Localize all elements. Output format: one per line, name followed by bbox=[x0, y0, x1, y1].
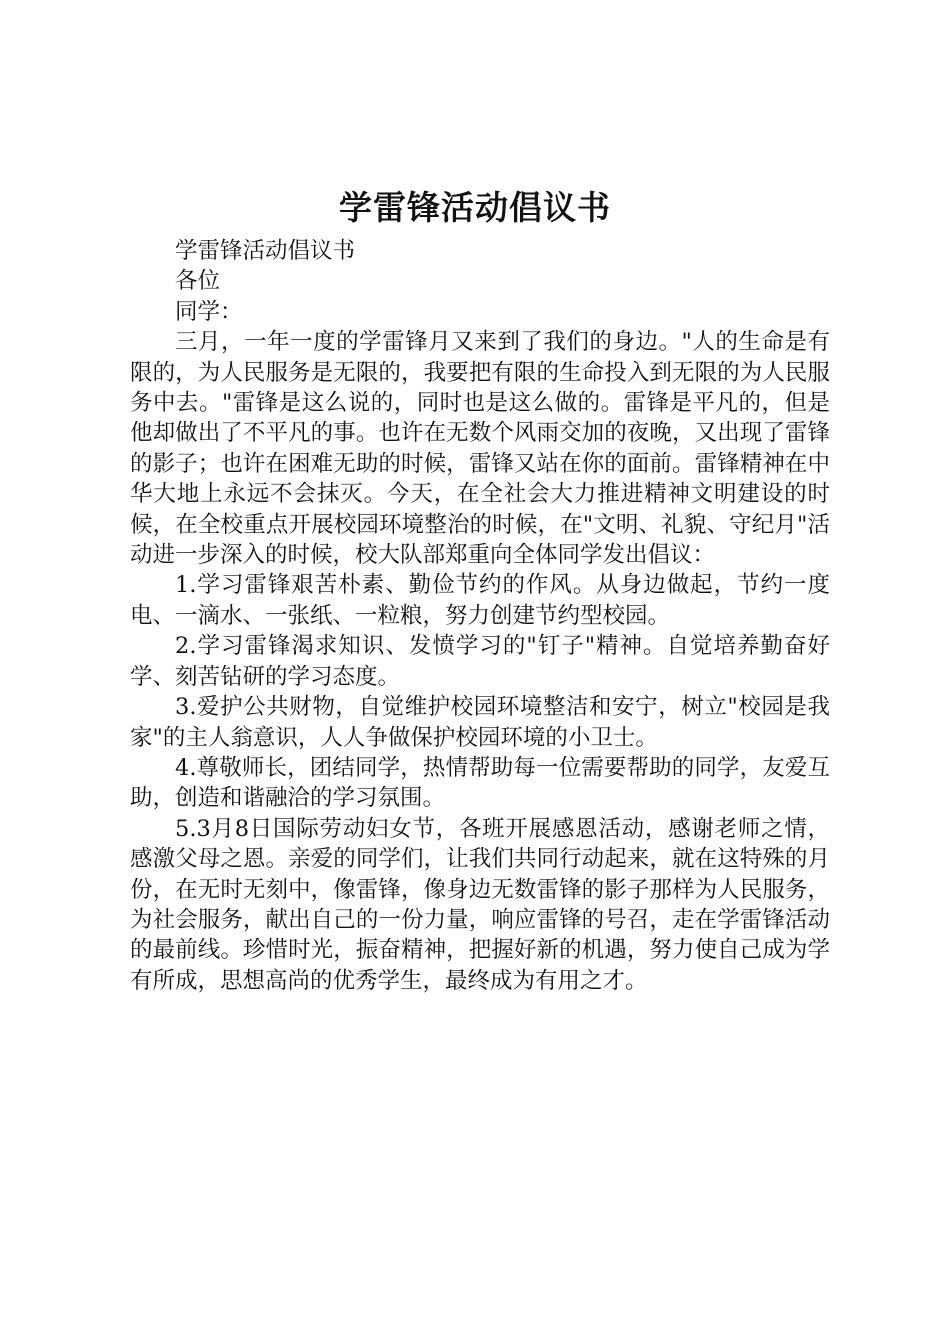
paragraph-salutation-2: 同学： bbox=[175, 298, 243, 325]
paragraph-heading: 学雷锋活动倡议书 bbox=[175, 238, 356, 264]
document-body bbox=[130, 236, 830, 996]
paragraph-item-2: 2.学习雷锋渴求知识、发愤学习的"钉子"精神。自觉培养勤奋好学、刻苦钻研的学习态度。 bbox=[130, 633, 830, 690]
paragraph-item-3: 3.爱护公共财物，自觉维护校园环境整洁和安宁，树立"校园是我家"的主人翁意识，人人争做保护校园环境的小卫士。 bbox=[130, 694, 830, 751]
paragraph-salutation-1: 各位 bbox=[175, 268, 221, 295]
document-title: 学雷锋活动倡议书 bbox=[339, 188, 611, 227]
paragraph-intro: 三月，一年一度的学雷锋月又来到了我们的身边。"人的生命是有限的，为人民服务是无限的，我要把有限的生命投入到无限的为人民服务中去。"雷锋是这么说的，同时也是这么做的。雷锋是平凡的，但是他却做出了不平凡的事。也许在无数个风雨交加的夜晚，又出现了雷锋的影子；也许在困难无助的时候，雷锋又站在你的面前。雷锋精神在中华大地上永远不会抹灭。今天，在全社会大力推进精神文明建设的时候，在全校重点开展校园环境整治的时候，在"文明、礼貌、守纪月"活动进一步深入的时候，校大队部郑重向全体同学发出倡议： bbox=[130, 329, 830, 569]
paragraph-item-5: 5.3月8日国际劳动妇女节，各班开展感恩活动，感谢老师之情，感激父母之恩。亲爱的同学们，让我们共同行动起来，就在这特殊的月份，在无时无刻中，像雷锋，像身边无数雷锋的影子那样为人民服务，为社会服务，献出自己的一份力量，响应雷锋的号召，走在学雷锋活动的最前线。珍惜时光，振奋精神，把握好新的机遇，努力使自己成为学有所成，思想高尚的优秀学生，最终成为有用之才。 bbox=[130, 815, 830, 994]
paragraph-item-4: 4.尊敬师长，团结同学，热情帮助每一位需要帮助的同学，友爱互助，创造和谐融洽的学习氛围。 bbox=[130, 754, 830, 812]
paragraph-item-1: 1.学习雷锋艰苦朴素、勤俭节约的作风。从身边做起，节约一度电、一滴水、一张纸、一粒粮，努力创建节约型校园。 bbox=[130, 572, 830, 629]
